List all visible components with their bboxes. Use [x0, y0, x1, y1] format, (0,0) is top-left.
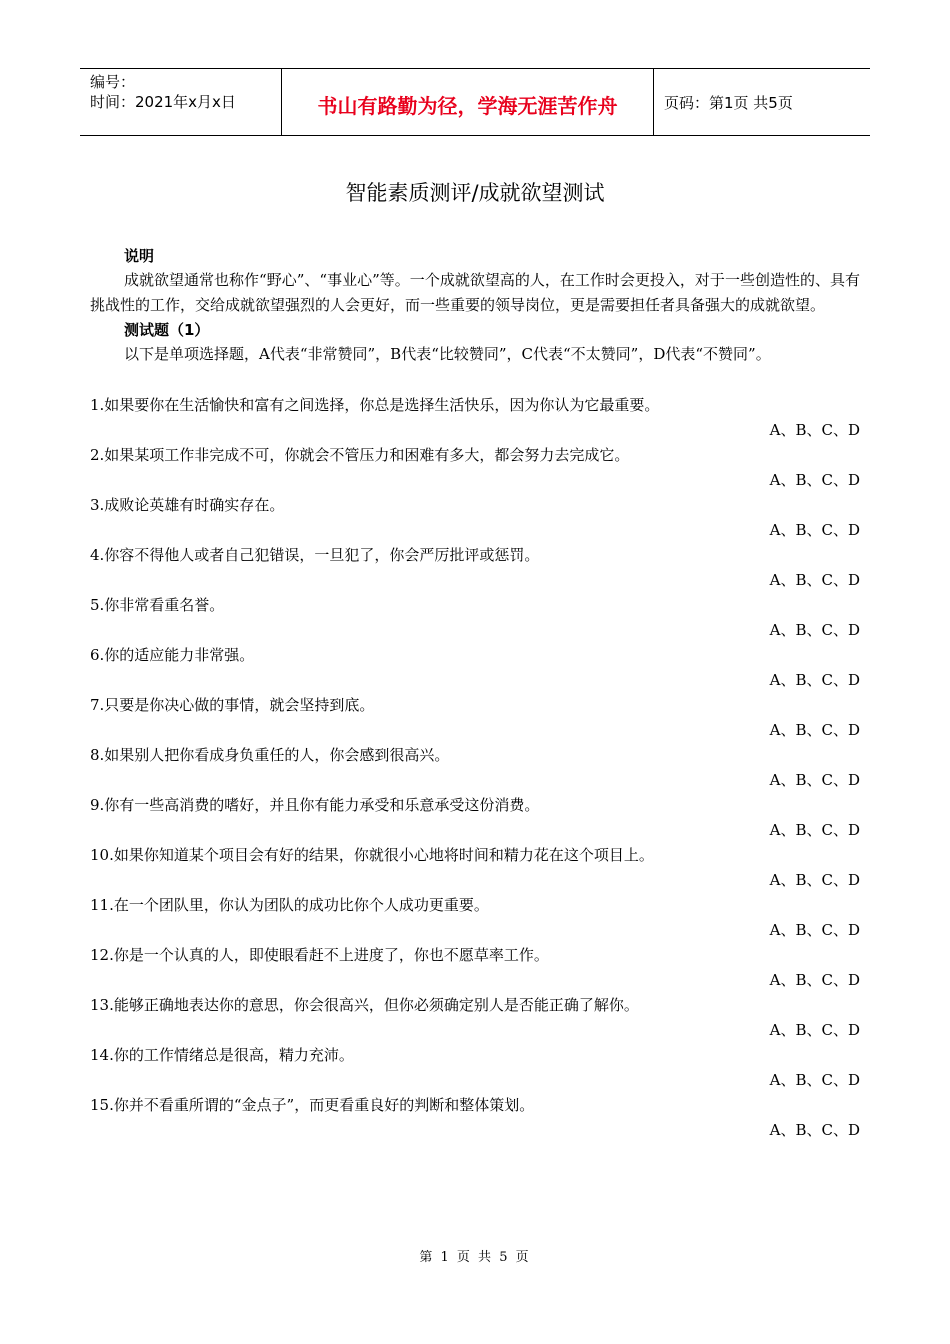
question-item [90, 1043, 860, 1093]
question-options: A、B、C、D [769, 571, 860, 589]
question-text: 12.你是一个认真的人，即使眼看赶不上进度了，你也不愿草率工作。 [90, 946, 549, 964]
question-options: A、B、C、D [769, 621, 860, 639]
document-body [90, 244, 860, 1143]
question-options: A、B、C、D [769, 971, 860, 989]
document-title: 智能素质测评/成就欲望测试 [345, 181, 605, 205]
question-text: 11.在一个团队里，你认为团队的成功比你个人成功更重要。 [90, 896, 489, 914]
question-text: 6.你的适应能力非常强。 [90, 646, 255, 664]
question-text: 1.如果要你在生活愉快和富有之间选择，你总是选择生活快乐，因为你认为它最重要。 [90, 396, 660, 414]
intro-paragraph: 成就欲望通常也称作“野心”、“事业心”等。一个成就欲望高的人，在工作时会更投入，对于一些创造性的、具有挑战性的工作，交给成就欲望强烈的人会更好，而一些重要的领导岗位，更是需要担任者具备强大的成就欲望。 [90, 271, 860, 314]
question-item [90, 443, 860, 493]
intro-heading: 说明 [124, 247, 155, 265]
question-options: A、B、C、D [769, 1021, 860, 1039]
question-text: 5.你非常看重名誉。 [90, 596, 225, 614]
question-item [90, 493, 860, 543]
question-text: 9.你有一些高消费的嗜好，并且你有能力承受和乐意承受这份消费。 [90, 796, 540, 814]
document-date: 时间：2021年x月x日 [90, 93, 236, 111]
page-header [80, 68, 870, 136]
document-number-label: 编号： [90, 73, 136, 91]
question-item [90, 943, 860, 993]
question-text: 8.如果别人把你看成身负重任的人，你会感到很高兴。 [90, 746, 450, 764]
question-item [90, 593, 860, 643]
question-text: 3.成败论英雄有时确实存在。 [90, 496, 285, 514]
question-options: A、B、C、D [769, 921, 860, 939]
question-item [90, 743, 860, 793]
question-text: 4.你容不得他人或者自己犯错误，一旦犯了，你会严厉批评或惩罚。 [90, 546, 540, 564]
question-text: 10.如果你知道某个项目会有好的结果，你就很小心地将时间和精力花在这个项目上。 [90, 846, 654, 864]
header-motto: 书山有路勤为径，学海无涯苦作舟 [282, 69, 654, 135]
question-options: A、B、C、D [769, 1071, 860, 1089]
question-item [90, 1093, 860, 1143]
question-item [90, 993, 860, 1043]
question-list [90, 393, 860, 1143]
question-text: 13.能够正确地表达你的意思，你会很高兴，但你必须确定别人是否能正确了解你。 [90, 996, 639, 1014]
question-text: 2.如果某项工作非完成不可，你就会不管压力和困难有多大，都会努力去完成它。 [90, 446, 630, 464]
question-item [90, 843, 860, 893]
question-text: 7.只要是你决心做的事情，就会坚持到底。 [90, 696, 375, 714]
question-options: A、B、C、D [769, 771, 860, 789]
question-item [90, 643, 860, 693]
question-item [90, 793, 860, 843]
question-options: A、B、C、D [769, 821, 860, 839]
question-options: A、B、C、D [769, 521, 860, 539]
question-options: A、B、C、D [769, 1121, 860, 1139]
question-text: 15.你并不看重所谓的“金点子”，而更看重良好的判断和整体策划。 [90, 1096, 535, 1114]
question-options: A、B、C、D [769, 721, 860, 739]
question-item [90, 693, 860, 743]
question-options: A、B、C、D [769, 471, 860, 489]
test-instruction: 以下是单项选择题，A代表“非常赞同”，B代表“比较赞同”，C代表“不太赞同”，D代表“不赞同”。 [124, 345, 771, 363]
question-options: A、B、C、D [769, 871, 860, 889]
page-footer: 第 1 页 共 5 页 [419, 1250, 531, 1265]
question-options: A、B、C、D [769, 671, 860, 689]
header-meta-cell [80, 69, 282, 135]
question-item [90, 893, 860, 943]
header-page-info: 页码：第1页 共5页 [664, 93, 793, 112]
test-heading: 测试题（1） [124, 321, 210, 339]
question-item [90, 393, 860, 443]
question-item [90, 543, 860, 593]
question-options: A、B、C、D [769, 421, 860, 439]
question-text: 14.你的工作情绪总是很高，精力充沛。 [90, 1046, 354, 1064]
